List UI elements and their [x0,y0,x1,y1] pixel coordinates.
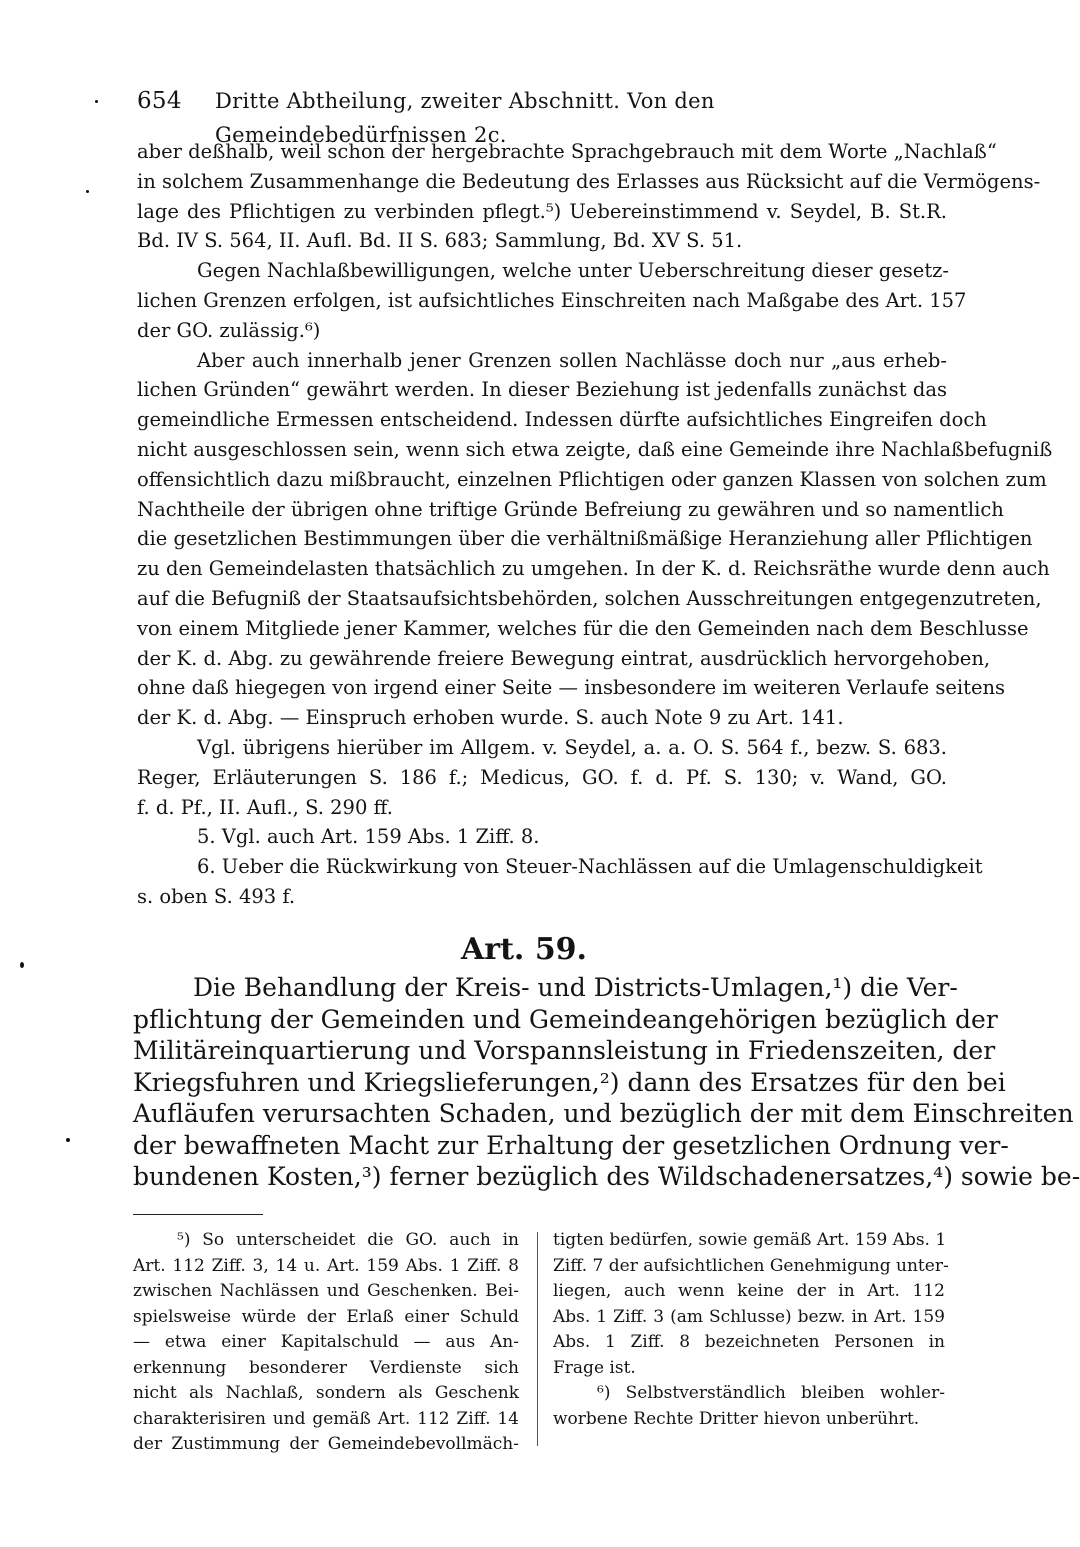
commentary-text [137,137,1053,912]
footnote-line: zwischen Nachlässen und Geschenken. Bei- [133,1281,519,1301]
text-line: lage des Pflichtigen zu verbinden pflegt.⁵) Uebereinstimmend v. Seydel, B. St.R. [137,199,947,223]
footnote-line: Frage ist. [553,1357,636,1378]
footnote-line: liegen, auch wenn keine der in Art. 112 [553,1281,945,1301]
footnote-line: ⁵) So unterscheidet die GO. auch in [177,1230,519,1250]
text-line: ohne daß hiegegen von irgend einer Seite — insbesondere im weiteren Verlaufe seitens [137,676,1006,700]
text-line: der K. d. Abg. — Einspruch erhoben wurde. S. auch Note 9 zu Art. 141. [137,706,844,730]
text-line: Aber auch innerhalb jener Grenzen sollen Nachlässe doch nur „aus erheb- [197,348,947,372]
footnote-line: Abs. 1 Ziff. 3 (am Schlusse) bezw. in Art. 159 [553,1306,945,1327]
article-line: Aufläufen verursachten Schaden, und bezüglich der mit dem Einschreiten [133,1099,1074,1128]
text-line: offensichtlich dazu mißbraucht, einzelnen Pflichtigen oder ganzen Klassen von solchen zum [137,467,1047,491]
footnotes-right-column [553,1228,949,1432]
page-number: 654 [137,88,182,114]
text-line: Gegen Nachlaßbewilligungen, welche unter Ueberschreitung dieser gesetz- [197,259,950,283]
text-line: Nachtheile der übrigen ohne triftige Gründe Befreiung zu gewähren und so namentlich [137,497,1004,521]
text-line: der GO. zulässig.⁶) [137,318,321,342]
footnote-column-divider [537,1232,538,1446]
scan-speck [20,962,24,968]
scan-speck [86,190,89,193]
text-line: lichen Gründen“ gewährt werden. In dieser Beziehung ist jedenfalls zunächst das [137,378,947,402]
text-line: auf die Befugniß der Staatsaufsichtsbehörden, solchen Ausschreitungen entgegenzutreten, [137,586,1042,610]
text-line: s. oben S. 493 f. [137,884,296,908]
page-header [137,84,945,147]
text-line: Reger, Erläuterungen S. 186 f.; Medicus, GO. f. d. Pf. S. 130; v. Wand, GO. [137,765,947,789]
text-line: gemeindliche Ermessen entscheidend. Indessen dürfte aufsichtliches Eingreifen doch [137,408,987,432]
footnote-line: spielsweise würde der Erlaß einer Schuld [133,1306,519,1327]
note-5-line: 5. Vgl. auch Art. 159 Abs. 1 Ziff. 8. [197,825,540,849]
text-line: Vgl. übrigens hierüber im Allgem. v. Seydel, a. a. O. S. 564 f., bezw. S. 683. [197,735,947,759]
article-line: Kriegsfuhren und Kriegslieferungen,²) dann des Ersatzes für den bei [133,1067,1006,1097]
text-line: nicht ausgeschlossen sein, wenn sich etwa zeigte, daß eine Gemeinde ihre Nachlaßbefugniß [137,437,1053,461]
article-line: Militäreinquartierung und Vorspannsleistung in Friedenszeiten, der [133,1036,996,1065]
text-line: zu den Gemeindelasten thatsächlich zu umgehen. In der K. d. Reichsräthe wurde denn auch [137,557,1050,581]
footnote-line: Art. 112 Ziff. 3, 14 u. Art. 159 Abs. 1 Ziff. 8 [133,1255,519,1276]
footnote-line: der Zustimmung der Gemeindebevollmäch- [133,1434,519,1454]
footnote-line: charakterisiren und gemäß Art. 112 Ziff. 14 [133,1408,519,1429]
footnote-line: nicht als Nachlaß, sondern als Geschenk [133,1383,519,1403]
footnote-line: erkennung besonderer Verdienste sich [133,1357,519,1378]
footnote-line: Abs. 1 Ziff. 8 bezeichneten Personen in [553,1332,945,1352]
article-text [133,972,1080,1193]
footnote-line: — etwa einer Kapitalschuld — aus An- [133,1332,519,1352]
article-line: der bewaffneten Macht zur Erhaltung der gesetzlichen Ordnung ver- [133,1130,1009,1160]
text-line: von einem Mitgliede jener Kammer, welches für die den Gemeinden nach dem Beschlusse [137,616,1029,640]
text-line: f. d. Pf., II. Aufl., S. 290 ff. [137,795,393,819]
article-line: pflichtung der Gemeinden und Gemeindeangehörigen bezüglich der [133,1004,998,1034]
running-title: Dritte Abtheilung, zweiter Abschnitt. Von den Gemeindebedürfnissen 2c. [215,89,715,147]
article-line: bundenen Kosten,³) ferner bezüglich des Wildschadenersatzes,⁴) sowie be- [133,1162,1080,1191]
footnote-line: Ziff. 7 der aufsichtlichen Genehmigung unter- [553,1255,949,1276]
text-line: der K. d. Abg. zu gewährende freiere Bewegung eintrat, ausdrücklich hervorgehoben, [137,646,991,670]
note-6-line: 6. Ueber die Rückwirkung von Steuer-Nachlässen auf die Umlagenschuldigkeit [197,855,983,879]
footnotes-left-column [133,1228,519,1458]
footnote-separator [133,1214,263,1215]
article-heading: Art. 59. [460,932,588,967]
text-line: lichen Grenzen erfolgen, ist aufsichtliches Einschreiten nach Maßgabe des Art. 157 [137,288,967,312]
footnote-line: worbene Rechte Dritter hievon unberührt. [553,1408,920,1429]
text-line: aber deßhalb, weil schon der hergebrachte Sprachgebrauch mit dem Worte „Nachlaß“ [137,140,997,163]
text-line: in solchem Zusammenhange die Bedeutung des Erlasses aus Rücksicht auf die Vermögens- [137,169,1041,193]
text-line: Bd. IV S. 564, II. Aufl. Bd. II S. 683; Sammlung, Bd. XV S. 51. [137,229,743,253]
text-line: die gesetzlichen Bestimmungen über die verhältnißmäßige Heranziehung aller Pflichtigen [137,527,1033,551]
scan-speck [95,100,98,103]
footnote-line: tigten bedürfen, sowie gemäß Art. 159 Abs. 1 [553,1230,947,1250]
footnote-line: ⁶) Selbstverständlich bleiben wohler- [597,1383,945,1403]
scan-speck [66,1138,70,1142]
article-line: Die Behandlung der Kreis- und Districts-Umlagen,¹) die Ver- [193,973,958,1002]
